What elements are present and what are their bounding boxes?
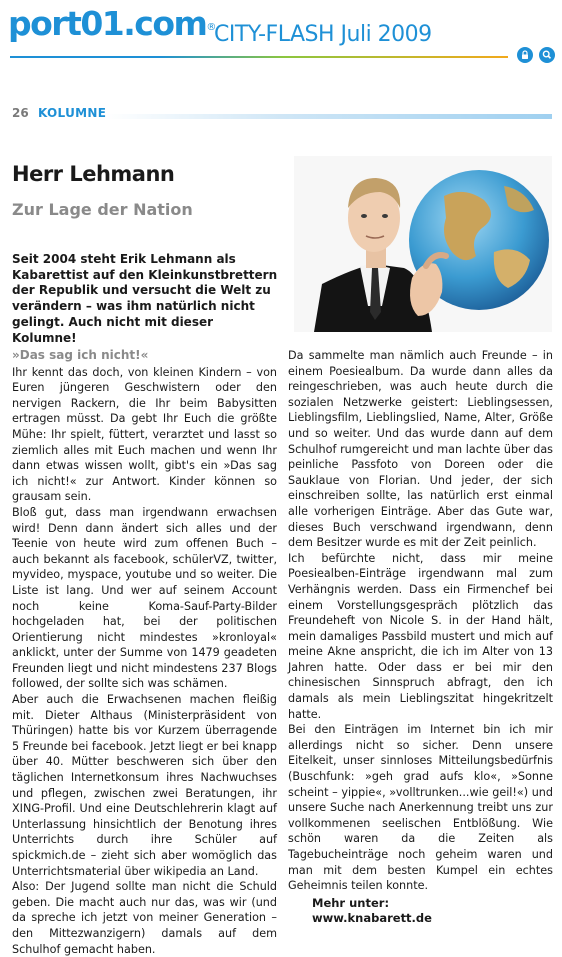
more-label: Mehr unter: xyxy=(312,896,390,910)
more-info xyxy=(312,896,432,926)
lock-icon[interactable] xyxy=(517,47,533,63)
edition-title: CITY-FLASH Juli 2009 xyxy=(214,22,432,47)
paragraph: Ihr kennt das doch, von kleinen Kindern – von Euren jüngeren Geschwistern oder den nervigen Rackern, die Ihr beim Babysitten ertragen müsst. Da gebt Ihr Euch die größte Mühe: Ihr spielt, füttert, verarztet und lasst so ziemlich alles mit Euch machen und wenn Ihr dann etwas wissen wollt, gibt's ein »Das sag ich nicht!« zur Antwort. Kinder können so grausam sein. xyxy=(12,365,277,504)
paragraph: Da sammelte man nämlich auch Freunde – in einem Poesiealbum. Da wurde dann alles da reingeschrieben, was auch heute durch die sozialen Netzwerke geistert: Lieblingsessen, Lieblingsfilm, Lieblingslied, Name, Alter, Größe und so weiter. Und das wurde dann auf dem Schulhof rumgereicht und man lachte über das peinliche Passfoto von Doreen oder die Sauklaue von Florian. Und jeder, der sich einschreiben sollte, las natürlich erst einmal alle vorherigen Einträge. Aber das Gute war, dieses Buch verschwand irgendwann, denn dem Besitzer wurde es mit der Zeit peinlich. xyxy=(288,349,553,550)
search-icon[interactable] xyxy=(539,47,555,63)
page-number: 26 xyxy=(12,106,29,120)
article-title: Herr Lehmann xyxy=(12,162,175,186)
registered-mark: ® xyxy=(206,22,217,33)
site-logo[interactable]: port01.com® xyxy=(8,4,217,43)
header-divider xyxy=(10,56,508,58)
section-label: KOLUMNE xyxy=(38,106,107,120)
paragraph: Ich befürchte nicht, dass mir meine Poesiealben-Einträge irgendwann mal zum Verhängnis werden. Dass ein Firmenchef bei einem Vorstellungsgespräch plötzlich das Freundeheft von Nicole S. in der Hand hält, mein damaliges Passbild mustert und mich auf meine Akne anspricht, die ich im Alter von 13 Jahren hatte. Oder dass er bei mir den chinesischen Sinnspruch abfragt, den ich damals als mein Lieblingszitat hingekritzelt hatte. xyxy=(288,551,553,721)
section-divider xyxy=(106,114,552,119)
paragraph: Also: Der Jugend sollte man nicht die Schuld geben. Die macht auch nur das, was wir (und da spreche ich jetzt von meiner Generation – den Mittezwanzigern) damals auf dem Schulhof gemacht haben. xyxy=(12,880,277,956)
author-photo xyxy=(294,156,552,332)
paragraph: Bloß gut, dass man irgendwann erwachsen wird! Denn dann ändert sich alles und der Teenie von heute wird zum offenen Buch – auch bekannt als facebook, schülerVZ, twitter, myvideo, myspace, youtube und so weiter. Die Liste ist lang. Und wer auf seinem Account noch keine Koma-Sauf-Party-Bilder hochgeladen hat, bei der politischen Orientierung nicht mindestes »kronloyal« anklickt, unter der Summe von 1479 geadeten Freunden liegt und nicht mindestens 237 Blogs followed, der sollte sich was schämen. xyxy=(12,505,277,691)
paragraph: Aber auch die Erwachsenen machen fleißig mit. Dieter Althaus (Ministerpräsident von Thüringen) hatte bis vor Kurzem überragende 5 Freunde bei facebook. Jetzt liegt er bei knapp über 40. Mütter beschweren sich über den täglichen Internetkonsum ihres Nachwuchses und pflegen, zwischen zwei Beratungen, ihr XING-Profil. Und eine Deutschlehrerin klagt auf Unterlassung hinsichtlich der Benotung ihres Unterrichts durch ihre Schüler auf spickmich.de – zieht sich aber womöglich das Unterrichtsmaterial über wikipedia an Land. xyxy=(12,693,277,878)
article-subtitle: Zur Lage der Nation xyxy=(12,200,193,219)
article-column-1 xyxy=(12,348,277,957)
article-lead: Seit 2004 steht Erik Lehmann als Kabarettist auf den Kleinkunstbrettern der Republik und versucht die Welt zu verändern – was ihm natürlich nicht gelingt. Auch nicht mit dieser Kolumne! xyxy=(12,252,278,345)
column-subhead: »Das sag ich nicht!« xyxy=(12,348,149,362)
article-column-2 xyxy=(288,348,553,894)
paragraph: Bei den Einträgen im Internet bin ich mir allerdings nicht so sicher. Denn unsere Eitelkeit, unser sinnloses Mitteilungsbedürfnis (Buschfunk: »geh grad aufs klo«, »Sonne scheint – yippie«, »volltrunken...wie geil!«) und unsere Suche nach Anerkennung treibt uns zur vollkommenen seelischen Entblößung. Wie schön waren da die Zeiten als Tagebucheinträge noch geheim waren und man mit dem besten Kumpel ein echtes Geheimnis teilen konnte. xyxy=(288,723,553,893)
more-link[interactable]: www.knabarett.de xyxy=(312,911,432,925)
